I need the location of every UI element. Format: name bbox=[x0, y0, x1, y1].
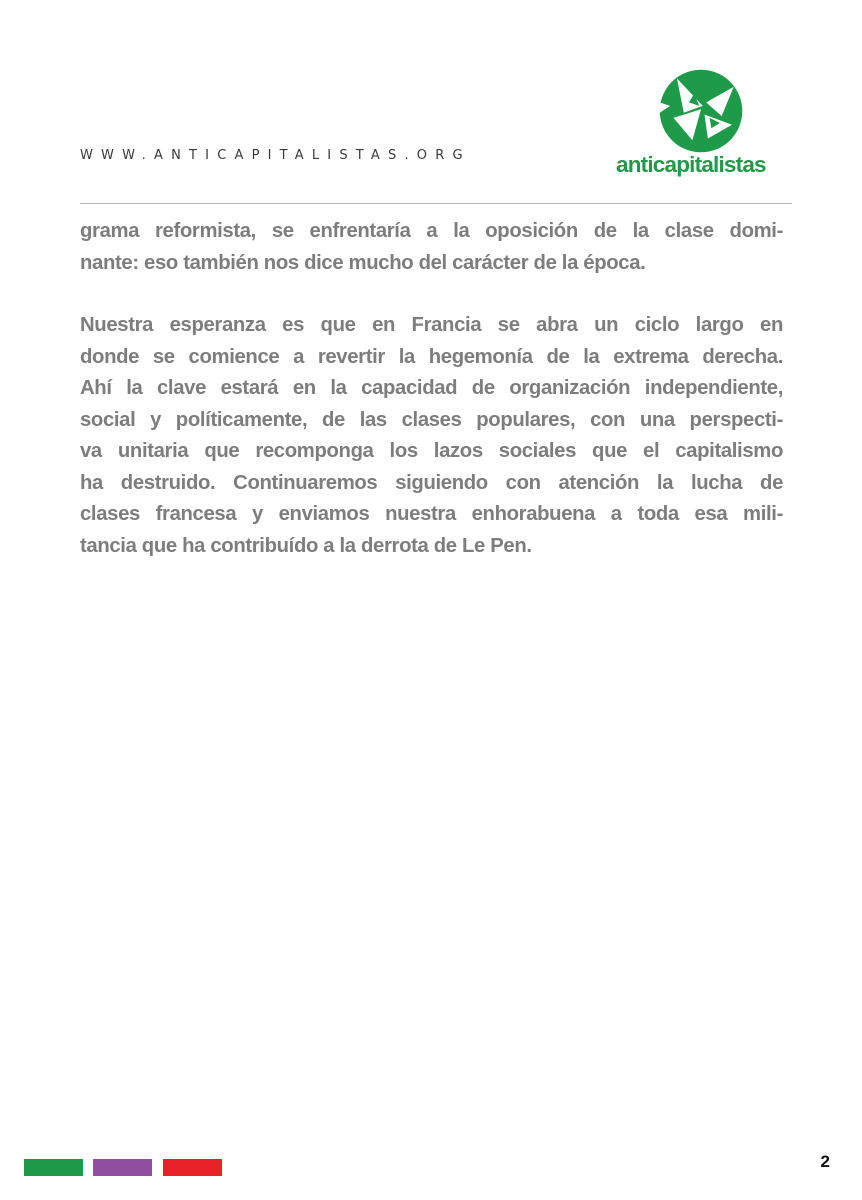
text-line: nante: eso también nos dice mucho del carácter de la época. bbox=[80, 251, 646, 274]
text-line: grama reformista, se enfrentaría a la oposición de la clase domi- bbox=[80, 220, 783, 242]
article-body bbox=[80, 216, 783, 562]
logo-text: anticapitalistas bbox=[616, 152, 766, 177]
purple-bar bbox=[93, 1159, 152, 1176]
text-line: Ahí la clave estará en la capacidad de organización independiente, bbox=[80, 377, 783, 399]
text-line: Nuestra esperanza es que en Francia se abra un ciclo largo en bbox=[80, 314, 783, 336]
text-line: va unitaria que recomponga los lazos sociales que el capitalismo bbox=[80, 440, 783, 462]
anticapitalistas-logo-icon bbox=[658, 68, 744, 154]
anticapitalistas-logo bbox=[614, 66, 789, 181]
text-line: clases francesa y enviamos nuestra enhorabuena a toda esa mili- bbox=[80, 503, 783, 525]
text-line: donde se comience a revertir la hegemonía de la extrema derecha. bbox=[80, 345, 783, 368]
page-number: 2 bbox=[820, 1152, 830, 1171]
text-line: ha destruido. Continuaremos siguiendo con atención la lucha de bbox=[80, 471, 783, 494]
text-line: tancia que ha contribuído a la derrota de Le Pen. bbox=[80, 534, 532, 557]
site-url: WWW.ANTICAPITALISTAS.ORG bbox=[80, 148, 471, 163]
green-bar bbox=[24, 1159, 83, 1176]
paragraph-1 bbox=[80, 216, 783, 279]
text-line: social y políticamente, de las clases populares, con una perspecti- bbox=[80, 408, 783, 431]
red-bar bbox=[163, 1159, 222, 1176]
paragraph-2 bbox=[80, 310, 783, 562]
header-divider bbox=[80, 203, 792, 204]
paragraph-gap bbox=[80, 279, 783, 310]
